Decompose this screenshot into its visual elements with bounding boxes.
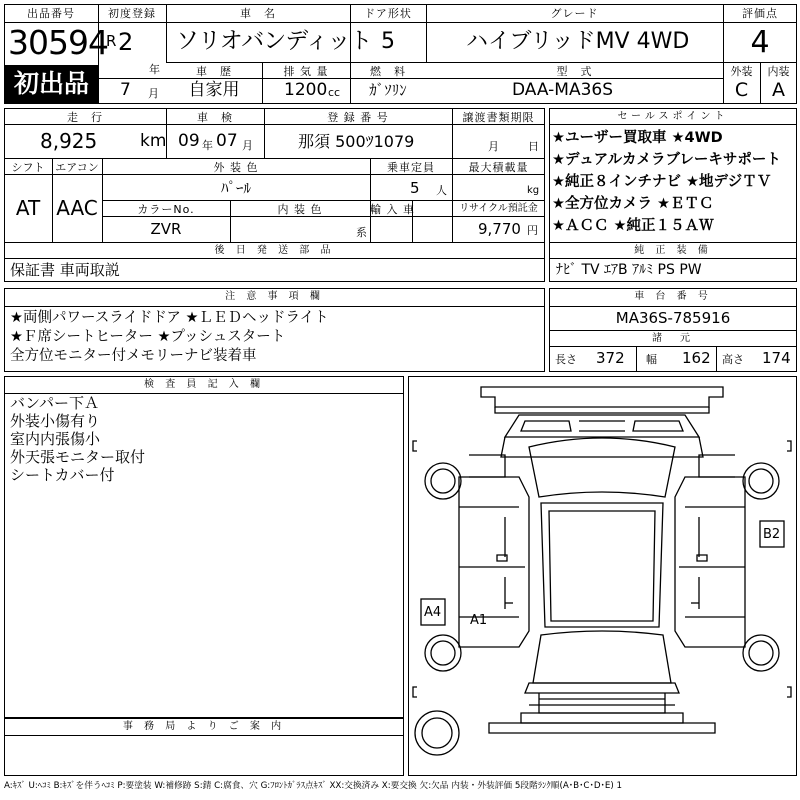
shift: AT: [15, 196, 41, 220]
sales-point-1: ★ユーザー買取車 ★4WD: [552, 130, 723, 146]
inspection-label: 車 検: [197, 111, 233, 124]
car-name-label: 車 名: [240, 7, 276, 20]
inspection-month-unit: 月: [242, 139, 253, 152]
fuel: ｶﾞｿﾘﾝ: [369, 81, 407, 99]
inspector-line-1: バンパー下Ａ: [10, 394, 99, 412]
equipment: ﾅﾋﾞ TV ｴｱB ｱﾙﾐ PS PW: [556, 262, 702, 278]
transfer-label: 譲渡書類期限: [462, 111, 535, 124]
equipment-label: 純 正 装 備: [634, 245, 712, 256]
sales-point-4: ★全方位カメラ ★ＥＴＣ: [552, 196, 714, 212]
specs-label: 諸 元: [652, 333, 694, 344]
exterior-color: ﾊﾟｰﾙ: [220, 179, 251, 197]
notes-label: 注 意 事 項 欄: [225, 291, 324, 302]
first-listing-badge: [5, 65, 98, 103]
history-label: 車 歴: [196, 65, 232, 78]
inspection-year-unit: 年: [202, 139, 213, 152]
aircon: AAC: [56, 196, 98, 220]
inspector-line-5: シートカバー付: [10, 466, 115, 484]
office-label: 事 務 局 よ り ご 案 内: [122, 721, 286, 732]
car-name: ソリオバンディット: [176, 28, 372, 54]
chassis-number: MA36S-785916: [615, 309, 731, 327]
displacement: 1200: [284, 80, 328, 100]
grade-label: グレード: [550, 7, 599, 20]
mileage: 8,925: [40, 129, 98, 153]
lot-number: 30594: [8, 23, 108, 62]
length-label: 長さ: [555, 353, 577, 366]
recycle-fee: 9,770: [478, 220, 521, 238]
max-load-label: 最大積載量: [468, 161, 529, 174]
plate-label: 登 録 番 号: [327, 111, 389, 124]
damage-mark-b2: B2: [763, 527, 781, 542]
inspector-line-4: 外天張モニター取付: [10, 448, 146, 466]
inspection-month: 07: [216, 131, 238, 151]
interior-color-label: 内 装 色: [277, 203, 323, 216]
sales-point-2: ★デュアルカメラブレーキサポート: [552, 152, 781, 168]
chassis-label: 車 台 番 号: [634, 291, 712, 302]
import-label: 輸 入 車: [370, 203, 415, 216]
sales-points-label: セールスポイント: [617, 111, 729, 122]
first-reg-month: 7: [120, 80, 131, 100]
note-line-3: 全方位モニター付メモリーナビ装着車: [10, 348, 257, 364]
capacity: 5: [410, 179, 420, 197]
inspection-year: 09: [178, 131, 200, 151]
interior-grade: A: [772, 79, 785, 101]
score: 4: [750, 25, 770, 60]
door-label: ドア形状: [364, 7, 412, 20]
inspector-line-3: 室内内張傷小: [10, 430, 101, 448]
recycle-label: リサイクル預託金: [459, 203, 538, 214]
model: DAA-MA36S: [512, 80, 614, 100]
lot-number-label: 出品番号: [27, 7, 75, 20]
displacement-label: 排 気 量: [283, 65, 329, 78]
note-line-1: ★両側パワースライドドア ★ＬＥＤヘッドライト: [10, 310, 329, 326]
door-count: 5: [381, 29, 395, 54]
damage-marks: [421, 521, 784, 628]
history: 自家用: [188, 80, 240, 100]
legend: A:ｷｽﾞ U:ﾍｺﾐ B:ｷｽﾞを伴うﾍｺﾐ P:要塗装 W:補修跡 S:錆 C:腐食、穴 G:ﾌﾛﾝﾄｶﾞﾗｽ点ｷｽﾞ XX:交換済み X:要交換 欠:欠品 内装・外装評価 5段階ﾗﾝｸ順(A･B･C･D･E) 1: [4, 781, 623, 791]
first-reg-label: 初度登録: [108, 7, 156, 20]
height: 174: [762, 349, 791, 367]
month-unit: 月: [148, 87, 159, 100]
interior-color-unit: 系: [356, 226, 367, 239]
height-label: 高さ: [722, 353, 744, 366]
width: 162: [682, 349, 711, 367]
width-label: 幅: [646, 353, 657, 366]
car-outline: [413, 387, 791, 755]
color-no-label: カラーNo.: [137, 203, 195, 216]
plate-number: 那須 500ﾂ1079: [298, 132, 415, 151]
aircon-label: エアコン: [55, 161, 99, 174]
exterior-grade: C: [734, 79, 749, 101]
grade: ハイブリッドMV 4WD: [466, 29, 690, 54]
model-label: 型 式: [556, 65, 593, 78]
capacity-unit: 人: [436, 184, 447, 197]
inspector-line-2: 外装小傷有り: [10, 412, 101, 430]
exterior-color-label: 外 装 色: [213, 161, 259, 174]
later-parts-label: 後 日 発 送 部 品: [214, 245, 335, 256]
car-diagram: [409, 377, 796, 775]
sales-point-5: ★ＡＣＣ ★純正１５ＡＷ: [552, 218, 714, 234]
score-label: 評価点: [742, 7, 778, 20]
damage-mark-a4: A4: [424, 605, 442, 620]
capacity-label: 乗車定員: [387, 161, 435, 174]
max-load-unit: kg: [527, 185, 540, 196]
mileage-unit: km: [140, 131, 167, 151]
color-no: ZVR: [150, 220, 182, 238]
shift-label: シフト: [11, 161, 45, 174]
length: 372: [596, 349, 625, 367]
era-year: 2: [118, 28, 134, 56]
cc-unit: cc: [328, 86, 341, 99]
fuel-label: 燃 料: [370, 65, 406, 78]
year-unit: 年: [149, 63, 160, 76]
first-listing-text: 初出品: [13, 69, 89, 98]
car-diagram-section: [408, 376, 797, 776]
note-line-2: ★Ｆ席シートヒーター ★プッシュスタート: [10, 329, 286, 345]
recycle-unit: 円: [527, 224, 538, 237]
inspector-label: 検 査 員 記 入 欄: [144, 379, 264, 390]
transfer-day-unit: 日: [528, 140, 539, 153]
sales-point-3: ★純正８インチナビ ★地デジＴＶ: [552, 174, 772, 190]
later-parts: 保証書 車両取説: [10, 261, 120, 279]
damage-mark-a1: A1: [470, 613, 488, 628]
era: R: [106, 32, 117, 50]
exterior-label: 外装: [730, 65, 753, 78]
transfer-month-unit: 月: [488, 140, 499, 153]
interior-label: 内装: [767, 65, 790, 78]
mileage-label: 走 行: [67, 111, 103, 124]
